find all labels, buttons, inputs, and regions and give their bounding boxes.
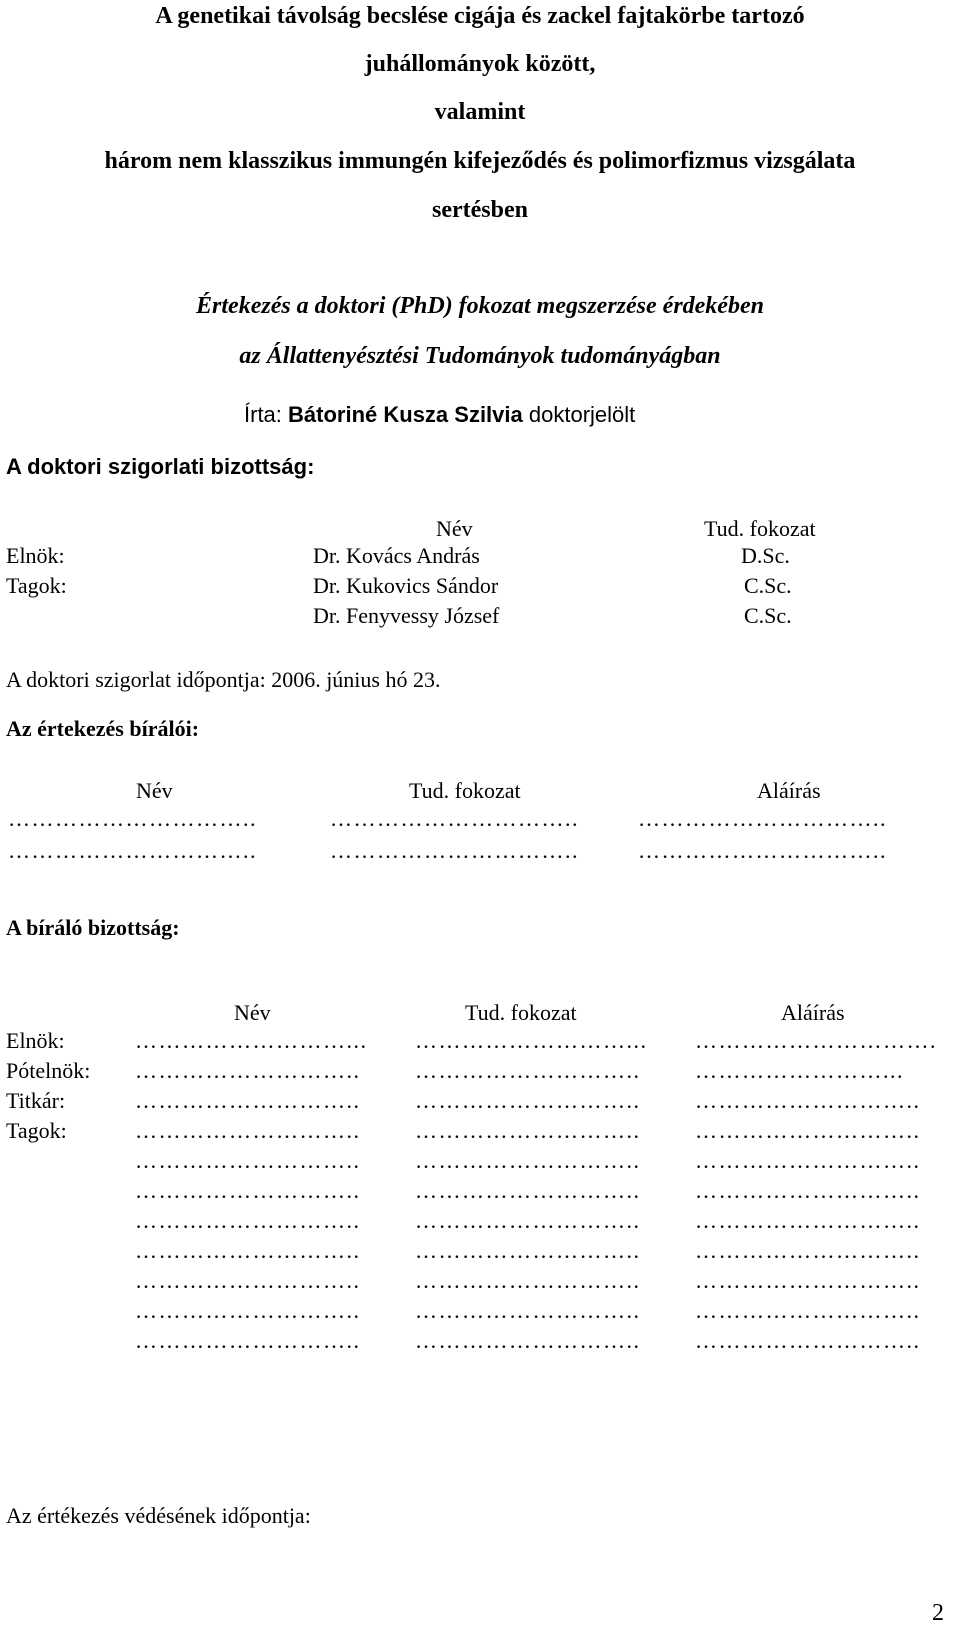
exam-col-name: Név xyxy=(436,516,473,541)
title-line-1: A genetikai távolság becslése cigája és zackel fajtakörbe tartozó xyxy=(155,3,805,29)
committee-signature-field[interactable]: ……………………….. xyxy=(695,1118,921,1143)
committee-signature-field[interactable]: ……………………….. xyxy=(695,1208,921,1233)
exam-row-name: Dr. Kovács András xyxy=(313,543,480,568)
title-line-4: három nem klasszikus immungén kifejeződés és polimorfizmus vizsgálata xyxy=(104,148,856,174)
committee-degree-field[interactable]: ……………………….. xyxy=(415,1238,641,1263)
committee-signature-field[interactable]: ……………………….. xyxy=(695,1328,921,1353)
committee-degree-field[interactable]: ……………………….. xyxy=(415,1178,641,1203)
committee-name-field[interactable]: ……………………….. xyxy=(135,1238,361,1263)
committee-signature-field[interactable]: ……………………... xyxy=(695,1058,904,1083)
committee-name-field[interactable]: ……………………….. xyxy=(135,1058,361,1083)
reviewer-name-field[interactable]: ………………………….. xyxy=(8,838,257,863)
committee-signature-field[interactable]: ……………………….. xyxy=(695,1238,921,1263)
exam-row-role: Elnök: xyxy=(6,543,65,568)
committee-degree-field[interactable]: ………………………... xyxy=(415,1028,648,1053)
committee-degree-field[interactable]: ……………………….. xyxy=(415,1058,641,1083)
committee-name-field[interactable]: ………………………... xyxy=(135,1028,368,1053)
subtitle-line-2: az Állattenyésztési Tudományok tudományágban xyxy=(239,343,721,369)
page-number: 2 xyxy=(932,1600,944,1626)
committee-signature-field[interactable]: …………………………. xyxy=(695,1028,937,1053)
reviewers-heading: Az értekezés bírálói: xyxy=(6,716,200,741)
committee-row-role: Titkár: xyxy=(6,1088,66,1113)
exam-row-degree: C.Sc. xyxy=(744,573,792,598)
exam-col-degree: Tud. fokozat xyxy=(704,516,816,541)
committee-degree-field[interactable]: ……………………….. xyxy=(415,1148,641,1173)
committee-row-role: Tagok: xyxy=(6,1118,67,1143)
committee-row-role: Elnök: xyxy=(6,1028,65,1053)
committee-col-degree: Tud. fokozat xyxy=(465,1000,577,1025)
author-suffix: doktorjelölt xyxy=(522,402,636,427)
reviewers-col-name: Név xyxy=(136,778,173,803)
author-line xyxy=(244,401,635,429)
committee-name-field[interactable]: ……………………….. xyxy=(135,1148,361,1173)
reviewers-col-signature: Aláírás xyxy=(757,778,821,803)
author-name: Bátoriné Kusza Szilvia xyxy=(288,402,523,427)
subtitle-line-1: Értekezés a doktori (PhD) fokozat megszerzése érdekében xyxy=(196,293,764,319)
committee-signature-field[interactable]: ……………………….. xyxy=(695,1298,921,1323)
committee-signature-field[interactable]: ……………………….. xyxy=(695,1178,921,1203)
exam-row-degree: C.Sc. xyxy=(744,603,792,628)
defense-date-label: Az értékezés védésének időpontja: xyxy=(6,1503,311,1528)
reviewers-col-degree: Tud. fokozat xyxy=(409,778,521,803)
exam-date: A doktori szigorlat időpontja: 2006. június hó 23. xyxy=(6,667,441,692)
committee-name-field[interactable]: ……………………….. xyxy=(135,1268,361,1293)
committee-degree-field[interactable]: ……………………….. xyxy=(415,1208,641,1233)
committee-name-field[interactable]: ……………………….. xyxy=(135,1208,361,1233)
committee-degree-field[interactable]: ……………………….. xyxy=(415,1298,641,1323)
exam-committee-heading: A doktori szigorlati bizottság: xyxy=(6,454,315,479)
exam-row-name: Dr. Fenyvessy József xyxy=(313,603,500,628)
committee-name-field[interactable]: ……………………….. xyxy=(135,1118,361,1143)
title-line-5: sertésben xyxy=(432,197,528,223)
title-line-2: juhállományok között, xyxy=(364,51,596,77)
committee-name-field[interactable]: ……………………….. xyxy=(135,1088,361,1113)
exam-row-degree: D.Sc. xyxy=(741,543,790,568)
review-committee-heading: A bíráló bizottság: xyxy=(6,915,180,940)
reviewer-signature-field[interactable]: ………………………….. xyxy=(638,806,887,831)
committee-signature-field[interactable]: ……………………….. xyxy=(695,1088,921,1113)
committee-signature-field[interactable]: ……………………….. xyxy=(695,1148,921,1173)
committee-degree-field[interactable]: ……………………….. xyxy=(415,1268,641,1293)
author-prefix: Írta: xyxy=(244,402,289,427)
exam-row-name: Dr. Kukovics Sándor xyxy=(313,573,499,598)
committee-name-field[interactable]: ……………………….. xyxy=(135,1328,361,1353)
reviewer-degree-field[interactable]: ………………………….. xyxy=(330,838,579,863)
committee-col-name: Név xyxy=(234,1000,271,1025)
committee-row-role: Pótelnök: xyxy=(6,1058,91,1083)
committee-degree-field[interactable]: ……………………….. xyxy=(415,1118,641,1143)
reviewer-signature-field[interactable]: ………………………….. xyxy=(638,838,887,863)
committee-signature-field[interactable]: ……………………….. xyxy=(695,1268,921,1293)
committee-degree-field[interactable]: ……………………….. xyxy=(415,1328,641,1353)
committee-name-field[interactable]: ……………………….. xyxy=(135,1178,361,1203)
reviewer-name-field[interactable]: ………………………….. xyxy=(8,806,257,831)
committee-name-field[interactable]: ……………………….. xyxy=(135,1298,361,1323)
committee-degree-field[interactable]: ……………………….. xyxy=(415,1088,641,1113)
title-line-3: valamint xyxy=(434,99,526,125)
committee-col-signature: Aláírás xyxy=(781,1000,845,1025)
exam-row-role: Tagok: xyxy=(6,573,67,598)
reviewer-degree-field[interactable]: ………………………….. xyxy=(330,806,579,831)
